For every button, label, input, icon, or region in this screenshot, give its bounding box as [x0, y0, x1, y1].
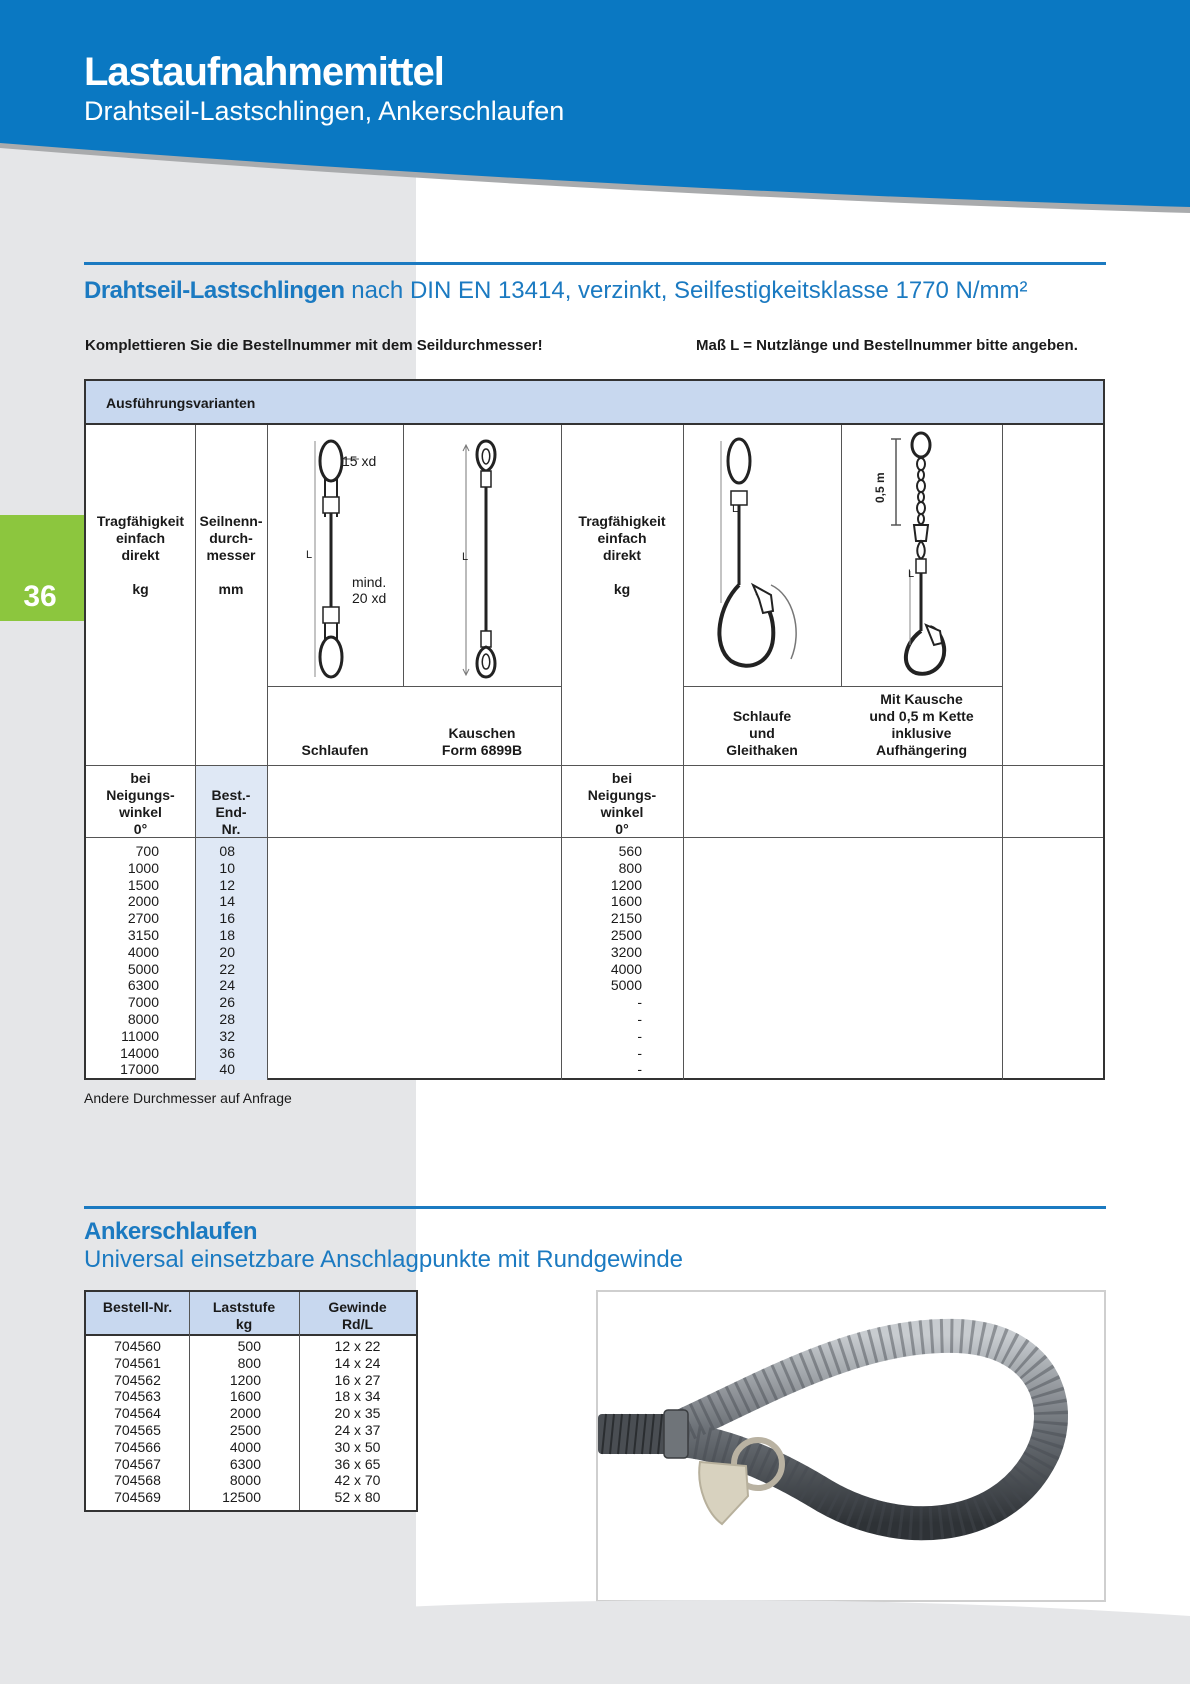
table-cell-capacity: 3150 [127, 926, 159, 943]
col-capacity2-header: Tragfähigkeit einfach direkt kg [578, 513, 666, 597]
table-cell-end-nr: 22 [219, 960, 235, 977]
anchor-loop-photo [596, 1290, 1106, 1602]
table-cell-gewinde: 14 x 24 [334, 1354, 381, 1371]
table-cell-gewinde: 24 x 37 [334, 1421, 381, 1438]
table-cell-end-nr: 16 [219, 910, 235, 927]
sub-angle2-header: bei Neigungs- winkel 0° [587, 770, 657, 837]
table-cell-end-nr: 28 [219, 1010, 235, 1027]
hook-sling-illustration [711, 435, 821, 675]
table-cell-capacity2: 800 [618, 859, 642, 876]
table-cell-gewinde: 18 x 34 [334, 1388, 381, 1405]
table-cell-laststufe: 6300 [229, 1455, 261, 1472]
table-cell-capacity: 2700 [127, 910, 159, 927]
table-cell-capacity2: 1200 [610, 876, 642, 893]
table-cell-capacity: 700 [135, 843, 159, 859]
table-cell-capacity: 1500 [127, 876, 159, 893]
table-cell-capacity: 2000 [127, 893, 159, 910]
table-cell-laststufe: 500 [237, 1338, 261, 1354]
chain-sling-illustration [866, 431, 986, 677]
table-cell-end-nr: 40 [219, 1061, 235, 1078]
table-cell-bestell-nr: 704560 [114, 1338, 161, 1354]
table-cell-gewinde: 20 x 35 [334, 1405, 381, 1422]
table-cell-bestell-nr: 704567 [114, 1455, 161, 1472]
label-L2: L [462, 551, 469, 563]
table-cell-laststufe: 2000 [229, 1405, 261, 1422]
table-cell-capacity2: - [637, 994, 642, 1011]
table-cell-end-nr: 10 [219, 859, 235, 876]
table-cell-bestell-nr: 704569 [114, 1489, 161, 1506]
table-cell-capacity: 1000 [127, 859, 159, 876]
table-cell-capacity2: 2150 [610, 910, 642, 927]
page-number: 36 [23, 580, 57, 613]
table-cell-capacity2: 4000 [610, 960, 642, 977]
table-cell-gewinde: 12 x 22 [334, 1338, 381, 1354]
variant-kette: Mit Kausche und 0,5 m Kette inklusive Aufhängering [869, 691, 974, 758]
capacity-column [86, 843, 159, 1078]
capacity2-column [561, 843, 642, 1078]
table-cell-gewinde: 16 x 27 [334, 1371, 381, 1388]
table-cell-end-nr: 08 [219, 843, 235, 859]
table-cell-laststufe: 800 [237, 1354, 261, 1371]
label-L1: L [306, 549, 313, 561]
table-cell-capacity: 17000 [120, 1061, 159, 1078]
endnr-column [195, 843, 235, 1078]
table-cell-end-nr: 20 [219, 943, 235, 960]
table-cell-gewinde: 42 x 70 [334, 1472, 381, 1489]
header-laststufe: Laststufe kg [212, 1299, 276, 1332]
section2-subtitle: Universal einsetzbare Anschlagpunkte mit Rundgewinde [84, 1246, 684, 1273]
table-cell-laststufe: 2500 [229, 1421, 261, 1438]
anchor-loop-table [84, 1290, 418, 1512]
section2-title: Ankerschlaufen [84, 1218, 258, 1245]
table-cell-bestell-nr: 704562 [114, 1371, 161, 1388]
table-cell-capacity2: - [637, 1044, 642, 1061]
table-cell-capacity: 6300 [127, 977, 159, 994]
table-cell-laststufe: 1200 [229, 1371, 261, 1388]
table-cell-gewinde: 52 x 80 [334, 1489, 381, 1506]
table-cell-capacity: 8000 [127, 1010, 159, 1027]
label-15xd: 15 xd [342, 453, 377, 469]
sub-endnr-header: Best.- End- Nr. [211, 787, 251, 837]
table-cell-capacity2: 3200 [610, 943, 642, 960]
label-L3: L [732, 503, 739, 515]
table-cell-capacity: 11000 [121, 1027, 159, 1044]
table-cell-capacity2: 5000 [610, 977, 642, 994]
table-cell-end-nr: 26 [219, 994, 235, 1011]
page-subtitle: Drahtseil-Lastschlingen, Ankerschlaufen [84, 96, 565, 126]
table-cell-capacity2: - [637, 1010, 642, 1027]
page-title: Lastaufnahmemittel [84, 50, 444, 94]
footer-curve [0, 1596, 1190, 1684]
footnote: Andere Durchmesser auf Anfrage [84, 1090, 292, 1106]
table-cell-capacity: 4000 [127, 943, 159, 960]
table-cell-laststufe: 4000 [229, 1438, 261, 1455]
bestell-nr-column [86, 1338, 189, 1506]
table-cell-bestell-nr: 704564 [114, 1405, 161, 1422]
table-cell-end-nr: 12 [219, 876, 235, 893]
section1-title: Drahtseil-Lastschlingen nach DIN EN 13414, verzinkt, Seilfestigkeitsklasse 1770 N/mm² [84, 277, 1028, 304]
table-cell-capacity2: 560 [618, 843, 642, 859]
table-cell-laststufe: 12500 [222, 1489, 261, 1506]
table-cell-gewinde: 36 x 65 [334, 1455, 381, 1472]
table-cell-gewinde: 30 x 50 [334, 1438, 381, 1455]
table-cell-bestell-nr: 704563 [114, 1388, 161, 1405]
label-mind-20xd: mind. 20 xd [352, 574, 387, 606]
gewinde-column [299, 1338, 416, 1506]
note-left: Komplettieren Sie die Bestellnummer mit dem Seildurchmesser! [85, 337, 543, 354]
table-cell-bestell-nr: 704561 [114, 1354, 161, 1371]
table-header: Ausführungsvarianten [86, 381, 1103, 425]
variant-gleithaken: Schlaufe und Gleithaken [726, 708, 798, 758]
label-05m: 0,5 m [873, 472, 887, 503]
note-right: Maß L = Nutzlänge und Bestellnummer bitte angeben. [696, 337, 1078, 354]
col-capacity-header: Tragfähigkeit einfach direkt kg [96, 513, 185, 597]
table-cell-capacity2: - [637, 1027, 642, 1044]
variant-kauschen: Kauschen Form 6899B [441, 725, 523, 758]
table-cell-capacity2: 1600 [610, 893, 642, 910]
table-cell-end-nr: 36 [219, 1044, 235, 1061]
section-rule [84, 262, 1106, 265]
table-cell-laststufe: 8000 [229, 1472, 261, 1489]
section2-rule [84, 1206, 1106, 1209]
table-cell-laststufe: 1600 [229, 1388, 261, 1405]
sling-table [84, 379, 1105, 1080]
header-bestell-nr: Bestell-Nr. [102, 1299, 173, 1315]
table-cell-end-nr: 32 [219, 1027, 235, 1044]
table-cell-capacity: 14000 [120, 1044, 159, 1061]
header-gewinde: Gewinde Rd/L [328, 1299, 387, 1332]
col-diameter-header: Seilnenn- durch- messer mm [199, 513, 263, 597]
table-cell-capacity2: 2500 [610, 926, 642, 943]
label-L4: L [908, 568, 915, 580]
variant-schlaufen: Schlaufen [301, 742, 369, 758]
table-cell-bestell-nr: 704568 [114, 1472, 161, 1489]
table-cell-capacity: 5000 [127, 960, 159, 977]
table-cell-capacity2: - [637, 1061, 642, 1078]
table-cell-end-nr: 18 [219, 926, 235, 943]
table-cell-end-nr: 24 [219, 977, 235, 994]
table-cell-bestell-nr: 704565 [114, 1421, 161, 1438]
sub-angle-header: bei Neigungs- winkel 0° [106, 770, 175, 837]
laststufe-column [189, 1338, 261, 1506]
table-cell-end-nr: 14 [219, 893, 235, 910]
table-cell-capacity: 7000 [127, 994, 159, 1011]
table-cell-bestell-nr: 704566 [114, 1438, 161, 1455]
